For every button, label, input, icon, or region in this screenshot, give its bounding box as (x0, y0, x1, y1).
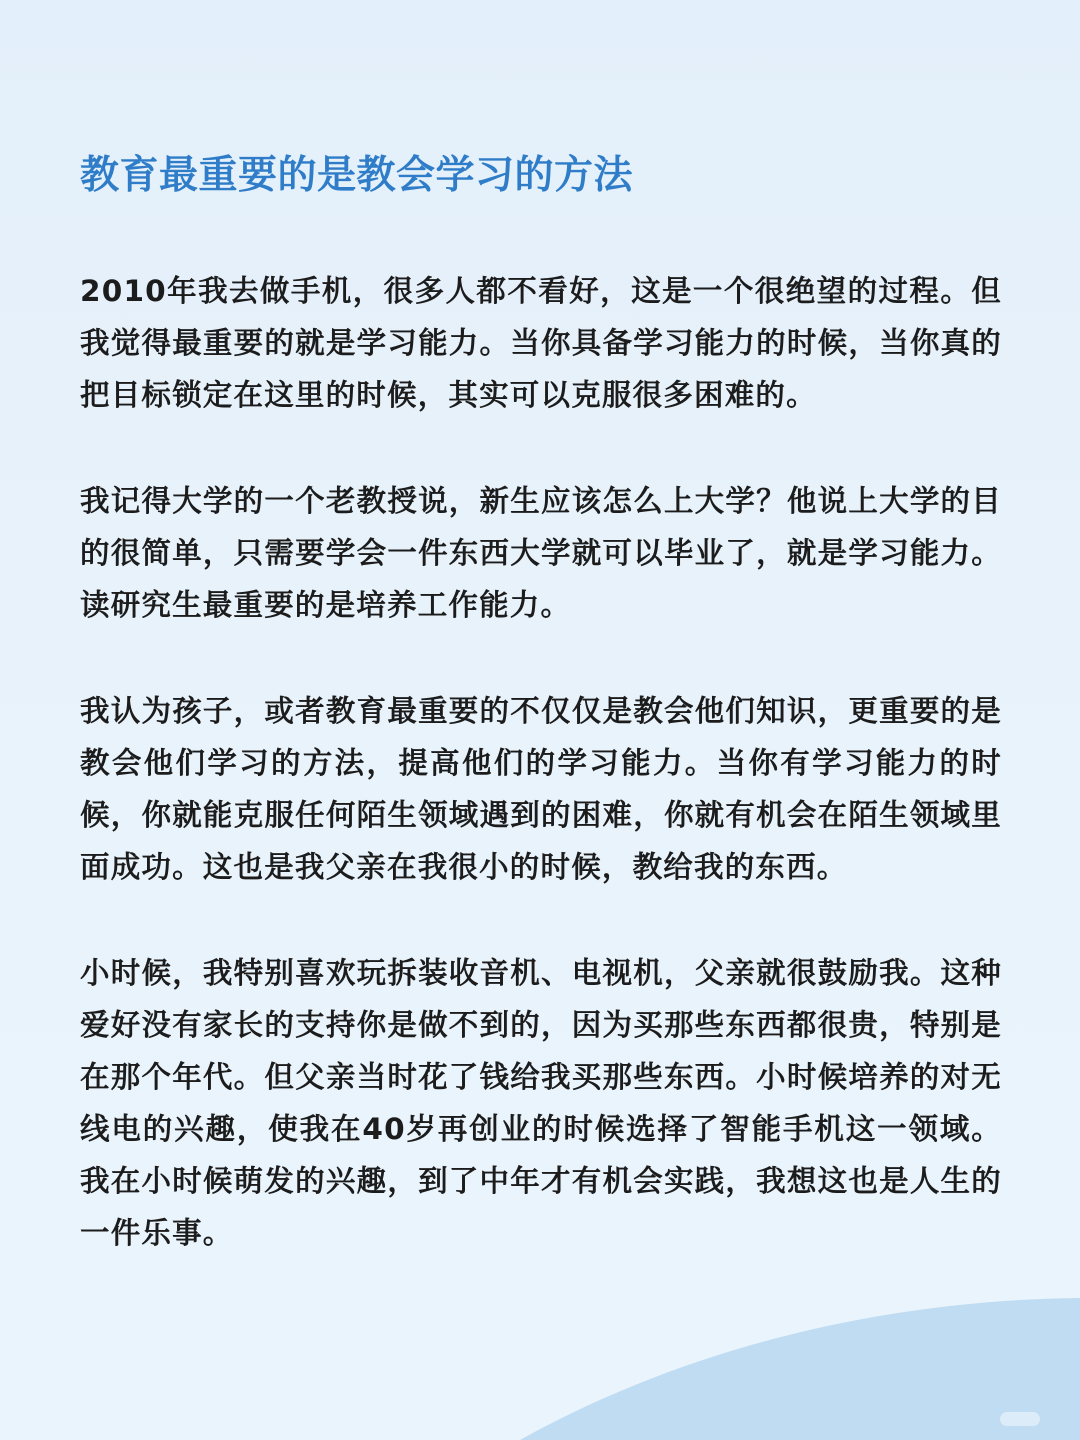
paragraph-2: 我记得大学的一个老教授说，新生应该怎么上大学？他说上大学的目的很简单，只需要学会一件东西大学就可以毕业了，就是学习能力。读研究生最重要的是培养工作能力。 (80, 484, 1002, 622)
paragraph-4: 小时候，我特别喜欢玩拆装收音机、电视机，父亲就很鼓励我。这种爱好没有家长的支持你是做不到的，因为买那些东西都很贵，特别是在那个年代。但父亲当时花了钱给我买那些东西。小时候培养的对无线电的兴趣，使我在40岁再创业的时候选择了智能手机这一领域。我在小时候萌发的兴趣，到了中年才有机会实践，我想这也是人生的一件乐事。 (80, 956, 1002, 1250)
paragraph-3: 我认为孩子，或者教育最重要的不仅仅是教会他们知识，更重要的是教会他们学习的方法，提高他们的学习能力。当你有学习能力的时候，你就能克服任何陌生领域遇到的困难，你就有机会在陌生领域里面成功。这也是我父亲在我很小的时候，教给我的东西。 (80, 694, 1002, 884)
watermark (1000, 1412, 1040, 1426)
article (80, 148, 1002, 1259)
paragraph-1: 2010年我去做手机，很多人都不看好，这是一个很绝望的过程。但我觉得最重要的就是学习能力。当你具备学习能力的时候，当你真的把目标锁定在这里的时候，其实可以克服很多困难的。 (80, 274, 1002, 412)
article-title: 教育最重要的是教会学习的方法 (80, 153, 634, 198)
decorative-wave (0, 1280, 1080, 1440)
